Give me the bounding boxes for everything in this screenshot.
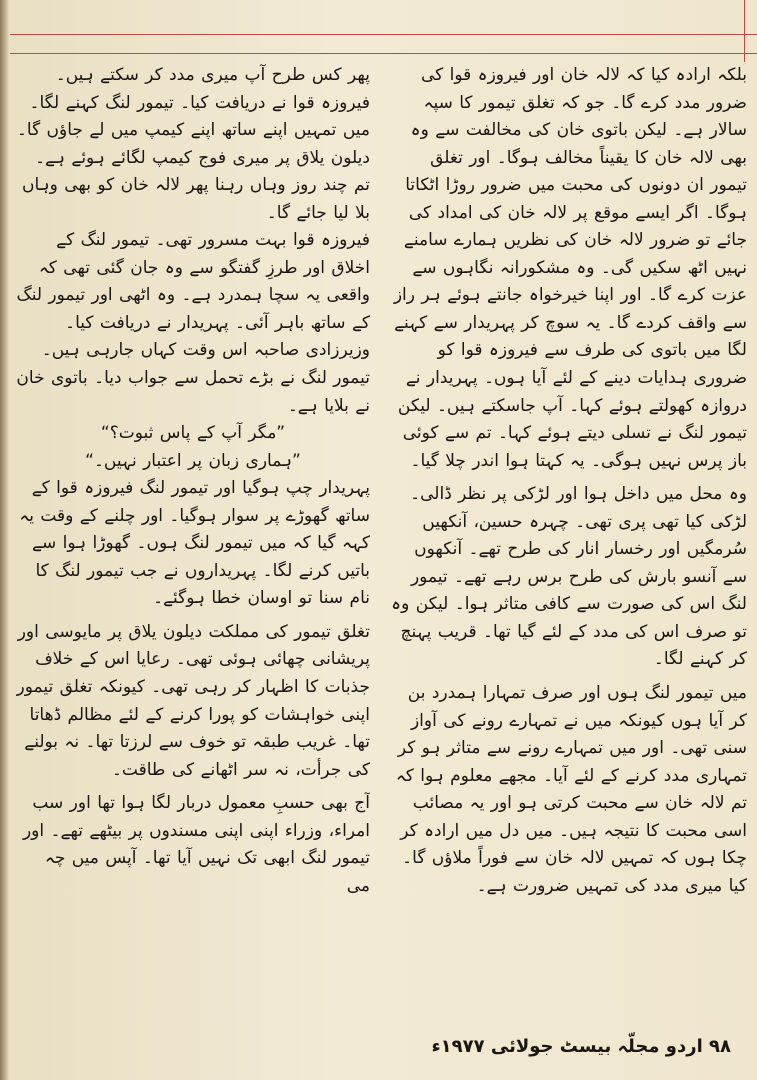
margin-red-rule bbox=[744, 0, 745, 62]
page-footer: ۹۸ اردو مجلّہ بیسٹ جولائی ۱۹۷۷ء bbox=[431, 1036, 731, 1057]
right-text-column bbox=[390, 62, 747, 1020]
paragraph: میں تیمور لنگ ہوں اور صرف تمہارا ہمدرد بن کر آیا ہوں کیونکہ میں نے تمہارے رونے کی آواز سنی تھی۔ اور میں تمہارے رونے سے متاثر ہو کر تمہاری مدد کرنے کے لئے آیا۔ مجھے معلوم ہوا کہ تم لالہ خان سے محبت کرتی ہو اور یہ مصائب اسی محبت کا نتیجہ ہیں۔ میں دل میں ارادہ کر چکا ہوں کہ تمہیں لالہ خان سے فوراً ملاؤں گا۔ کیا میری مدد کی تمہیں ضرورت ہے۔ bbox=[395, 683, 747, 896]
paragraph: تغلق تیمور کی مملکت دیلون یلاق پر مایوسی اور پریشانی چھائی ہوئی تھی۔ رعایا اس کے خلاف جذبات کا اظہار کر رہی تھی۔ کیونکہ تغلق تیمور اپنی خواہشات کو پورا کرنے کے لئے مظالم ڈھاتا تھا۔ غریب طبقہ تو خوف سے لرزتا تھا۔ نہ بولنے کی جرأت، نہ سر اٹھانے کی طاقت۔ bbox=[16, 621, 370, 780]
left-text-column bbox=[16, 62, 370, 1020]
paragraph: آج بھی حسبِ معمول دربار لگا ہوا تھا اور سب امراء، وزراء اپنی اپنی مسندوں پر بیٹھے تھے۔ اور تیمور لنگ ابھی تک نہیں آیا تھا۔ آپس میں چہ می bbox=[22, 793, 370, 896]
paragraph: وہ محل میں داخل ہوا اور لڑکی پر نظر ڈالی۔ لڑکی کیا تھی پری تھی۔ چہرہ حسین، آنکھیں سُرمگیں اور رخسار انار کی طرح تھے۔ آنکھوں سے آنسو بارش کی طرح برس رہے تھے۔ تیمور لنگ اس کی صورت سے کافی متاثر ہوا۔ لیکن وہ تو صرف اس کی مدد کے لئے گیا تھا۔ قریب پہنچ کر کہنے لگا۔ bbox=[391, 484, 747, 670]
paragraph: فیروزہ قوا بہت مسرور تھی۔ تیمور لنگ کے اخلاق اور طرزِ گفتگو سے وہ جان گئی تھی کہ واقعی یہ سچا ہمدرد ہے۔ وہ اٹھی اور تیمور لنگ کے ساتھ باہر آئی۔ پہریدار نے دریافت کیا۔ وزیرزادی صاحبہ اس وقت کہاں جارہی ہیں۔ تیمور لنگ نے بڑے تحمل سے جواب دیا۔ باتوی خان نے بلایا ہے۔ bbox=[16, 230, 370, 416]
header-red-rule-lower bbox=[10, 53, 757, 54]
dialogue-line: ”مگر آپ کے پاس ثبوت؟“ bbox=[100, 423, 286, 444]
dialogue-line: ”ہماری زبان پر اعتبار نہیں۔“ bbox=[85, 450, 301, 471]
paragraph: بلکہ ارادہ کیا کہ لالہ خان اور فیروزہ قوا کی ضرور مدد کرے گا۔ جو کہ تغلق تیمور کا سپہ سالار ہے۔ لیکن باتوی خان کی مخالفت سے وہ بھی لالہ خان کا یقیناً مخالف ہوگا۔ اور تغلق تیمور ان دونوں کی محبت میں ضرور روڑا اٹکاتا ہوگا۔ اگر ایسے موقع پر لالہ خان کی امداد کی جائے تو ضرور لالہ خان کی نظریں ہمارے سامنے نہیں اٹھ سکیں گی۔ وہ مشکورانہ نگاہوں سے عزت کرے گا۔ اور اپنا خیرخواہ جانتے ہوئے ہر راز سے واقف کردے گا۔ یہ سوچ کر پہریدار سے کہنے لگا میں باتوی کی طرف سے فیروزہ قوا کو ضروری ہدایات دینے کے لئے آیا ہوں۔ پہریدار نے دروازہ کھولتے ہوئے کہا۔ آپ جاسکتے ہیں۔ لیکن تیمور لنگ نے تسلی دیتے ہوئے کہا۔ تم سے کوئی باز پرس نہیں ہوگی۔ یہ کہتا ہوا اندر چلا گیا۔ bbox=[393, 65, 747, 471]
binding-spine bbox=[0, 0, 9, 1080]
paragraph: پہریدار چپ ہوگیا اور تیمور لنگ فیروزہ قوا کے ساتھ گھوڑے پر سوار ہوگیا۔ اور چلنے کے وقت یہ کہہ گیا کہ میں تیمور لنگ ہوں۔ گھوڑا ہوا سے باتیں کرنے لگا۔ پہریداروں نے جب تیمور لنگ کا نام سنا تو اوسان خطا ہوگئے۔ bbox=[19, 478, 370, 609]
paragraph: پھر کس طرح آپ میری مدد کر سکتے ہیں۔ فیروزہ قوا نے دریافت کیا۔ تیمور لنگ کہنے لگا۔ میں تمہیں اپنے ساتھ اپنے کیمپ میں لے جاؤں گا۔ دیلون یلاق پر میری فوج کیمپ لگائے ہوئے ہے۔ تم چند روز وہاں رہنا پھر لالہ خان کو بھی وہاں بلا لیا جائے گا۔ bbox=[16, 65, 370, 223]
header-red-rule bbox=[10, 34, 757, 35]
